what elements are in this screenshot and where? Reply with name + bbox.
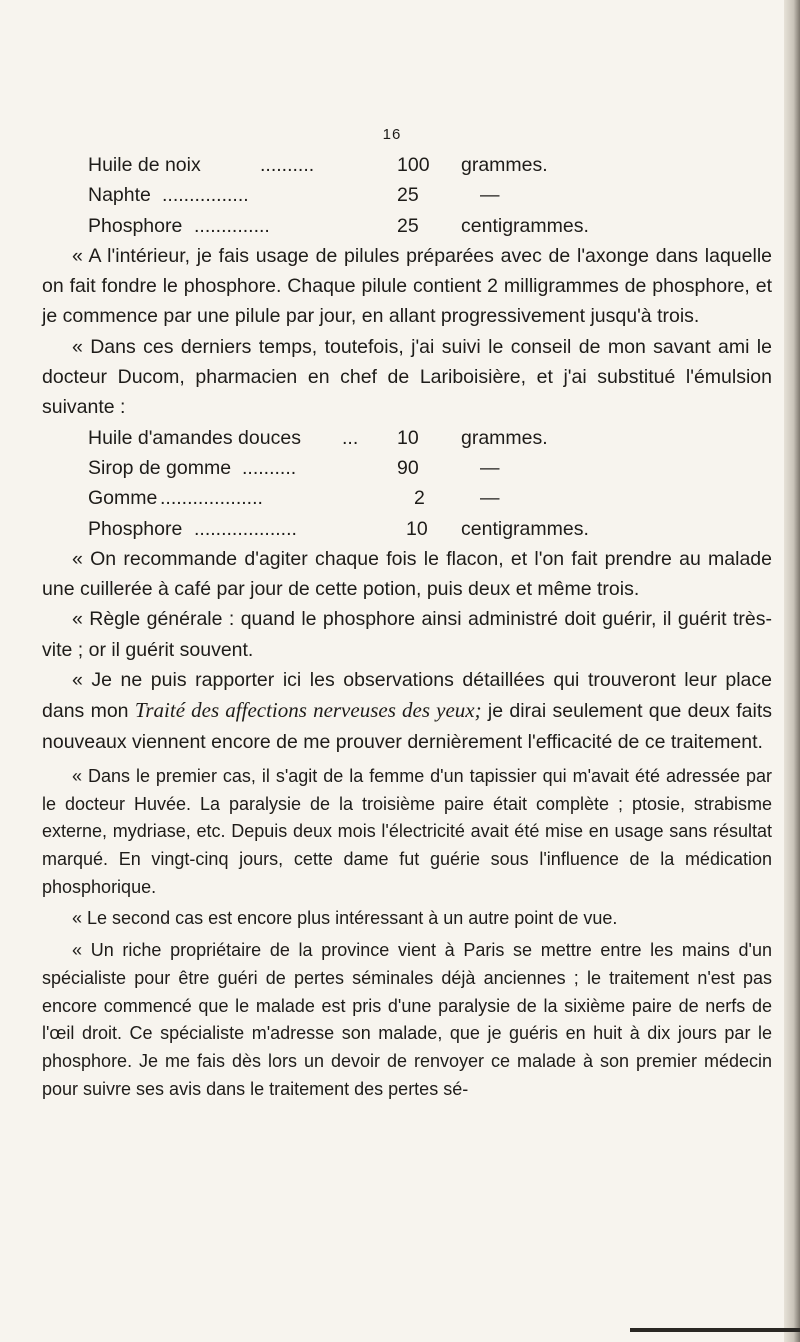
recipe-line xyxy=(42,180,772,210)
quoted-cases xyxy=(42,763,772,1103)
ingredient-unit: — xyxy=(480,184,500,207)
ingredient-unit: centigrammes. xyxy=(461,214,589,237)
ingredient-name: Phosphore xyxy=(88,214,183,237)
ingredient-unit: grammes. xyxy=(461,426,548,449)
paragraph: « Dans ces derniers temps, toutefois, j'ai suivi le conseil de mon savant ami le docteur Ducom, pharmacien en chef de Lariboisière, et j'ai substitué l'émulsion suivante : xyxy=(42,335,772,419)
recipe-line xyxy=(42,150,772,180)
ingredient-quantity: 10 xyxy=(397,426,419,449)
page-edge xyxy=(784,0,800,1342)
recipe-line xyxy=(42,423,772,453)
ingredient-quantity: 10 xyxy=(406,517,428,540)
ingredient-quantity: 25 xyxy=(397,214,419,237)
paragraph-text: je dirai seulement que deux faits nouveaux viennent encore de me prouver dernièrement l'efficacité de ce traitement. xyxy=(42,700,772,753)
ingredient-quantity: 100 xyxy=(397,154,430,176)
book-title: Traité des affections nerveuses des yeux; xyxy=(134,698,482,723)
paragraph: « Dans le premier cas, il s'agit de la femme d'un tapissier qui m'avait été adressée par le docteur Huvée. La paralysie de la troisième paire était complète ; ptosie, strabisme externe, mydriase, etc. Depuis deux mois l'électricité avait été mise en usage sans résultat marqué. En vingt-cinq jours, cette dame fut guérie sous l'influence de la médication phosphorique. xyxy=(42,765,772,897)
leader-dots: .......... xyxy=(260,154,315,176)
recipe-line xyxy=(42,483,772,513)
paragraph: « Un riche propriétaire de la province vient à Paris se mettre entre les mains d'un spécialiste pour être guéri de pertes séminales déjà anciennes ; le traitement n'est pas encore commencé que le malade est pris d'une paralysie de la sixième paire de nerfs de l'œil droit. Ce spécialiste m'adresse son malade, que je guéris en huit à dix jours par le phosphore. Je me fais dès lors un devoir de renvoyer ce malade à son premier médecin pour suivre ses avis dans le traitement des pertes sé- xyxy=(42,940,772,1099)
body-text xyxy=(42,150,772,1107)
page-number: 16 xyxy=(382,126,402,143)
ingredient-name: Huile d'amandes douces xyxy=(88,426,301,449)
page-bottom-rule xyxy=(630,1328,800,1332)
ingredient-unit: centigrammes. xyxy=(461,517,589,540)
leader-dots: ................... xyxy=(194,517,297,540)
ingredient-name: Phosphore xyxy=(88,517,183,540)
ingredient-name: Sirop de gomme xyxy=(88,456,232,479)
ingredient-unit: grammes. xyxy=(461,154,548,176)
ingredient-quantity: 2 xyxy=(414,487,425,510)
paragraph: « Le second cas est encore plus intéressant à un autre point de vue. xyxy=(72,908,618,929)
recipe-line xyxy=(42,453,772,483)
ingredient-unit: — xyxy=(480,487,500,510)
leader-dots: ... xyxy=(342,426,359,449)
paragraph xyxy=(42,665,772,757)
ingredient-name: Huile de noix xyxy=(88,154,201,176)
recipe-line xyxy=(42,211,772,241)
ingredient-unit: — xyxy=(480,456,500,479)
paragraph-text: « Je ne puis rapporter ici les observations détaillées qui trouveront leur place dans mon xyxy=(42,669,772,723)
leader-dots: .............. xyxy=(194,214,270,237)
recipe-list-1 xyxy=(42,150,772,241)
recipe-list-2 xyxy=(42,423,772,544)
paragraph: « On recommande d'agiter chaque fois le flacon, et l'on fait prendre au malade une cuillerée à café par jour de cette potion, puis deux et même trois. xyxy=(42,547,772,601)
paragraph: « Règle générale : quand le phosphore ainsi administré doit guérir, il guérit très-vite ; or il guérit souvent. xyxy=(42,608,772,661)
recipe-line xyxy=(42,514,772,544)
leader-dots: ................ xyxy=(162,184,249,207)
ingredient-name: Gomme xyxy=(88,487,158,510)
ingredient-quantity: 90 xyxy=(397,456,419,479)
ingredient-quantity: 25 xyxy=(397,184,419,207)
paragraph: « A l'intérieur, je fais usage de pilules préparées avec de l'axonge dans laquelle on fait fondre le phosphore. Chaque pilule contient 2 milligrammes de phosphore, et je commence par une pilule par jour, en allant progressivement jusqu'à trois. xyxy=(42,244,772,328)
ingredient-name: Naphte xyxy=(88,184,151,207)
leader-dots: .......... xyxy=(242,456,297,479)
leader-dots: ................... xyxy=(160,487,263,510)
